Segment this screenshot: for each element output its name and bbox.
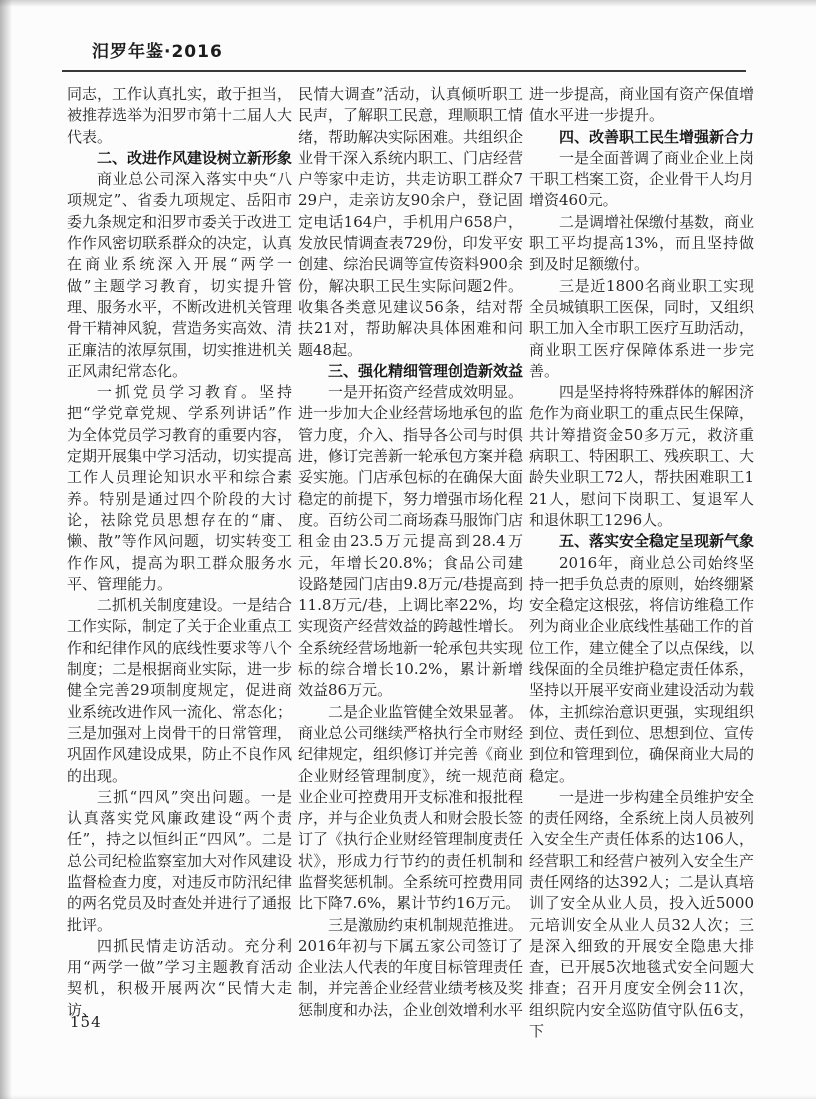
header-rule [62, 70, 746, 72]
running-head-title: 汨罗年鉴·2016 [92, 42, 223, 62]
section-heading: 二、改进作风建设树立新形象 [97, 148, 293, 167]
section-heading: 三、强化精细管理创造新效益 [328, 361, 524, 380]
scan-edge-left [0, 0, 12, 1099]
paragraph: 一是全面普调了商业企业上岗干职工档案工资，企业骨干人均月增资460元。 [529, 148, 755, 210]
paragraph: 一是进一步构建全员维护安全的责任网络，全系统上岗人员被列入安全生产责任体系的达106人，经营职工和经营户被列入安全生产责任网络的达392人；二是认真培训了安全从业人员，投入近5000元培训安全从业人员32人次；三是深入细致的开展安全隐患大排查，已开展5次地毯式安全问题大排查；召开月度安全例会11次，组织院内安全巡防值守队伍6支，下 [529, 787, 755, 1041]
paragraph: 三是激励约束机制规范推进。2016年初与下属五家公司签订了企业法人代表的年度目标管理责任制，并完善企业经营业绩考核及奖惩制度和办法，企业创效增利水平 [298, 915, 524, 1019]
paragraph: 一是开拓资产经营成效明显。进一步加大企业经营场地承包的监管力度，介入、指导各公司与时俱进，修订完善新一轮承包方案并稳妥实施。门店承包标的在确保大面稳定的前提下，努力增强市场化程度。百纺公司二商场森马服饰门店租金由23.5万元提高到28.4万元，年增长20.8%；食品公司建设路楚园门店由9.8万元/巷提高到11.8万元/巷，上调比率22%，均实现资产经营效益的跨越性增长。全系统经营场地新一轮承包共实现标的综合增长10.2%，累计新增效益86万元。 [298, 383, 524, 700]
paragraph: 三抓“四风”突出问题。一是认真落实党风廉政建设“两个责任”，持之以恒纠正“四风”。二是总公司纪检监察室加大对作风建设监督检查力度，对违反市防汛纪律的两名党员及时查处并进行了通报批评。 [67, 787, 293, 934]
paragraph: 二是企业监管健全效果显著。商业总公司继续严格执行全市财经纪律规定，组织修订并完善《商业企业财经管理制度》，统一规范商业企业可控费用开支标准和报批程序，并与企业负责人和财会股长签订了《执行企业财经管理制度责任状》，形成力行节约的责任机制和监督奖惩机制。全系统可控费用同比下降7.6%，累计节约16万元。 [298, 702, 524, 913]
paragraph: 一抓党员学习教育。坚持把“学党章党规、学系列讲话”作为全体党员学习教育的重要内容，定期开展集中学习活动，切实提高工作人员理论知识水平和综合素养。特别是通过四个阶段的大讨论，祛除党员思想存在的“庸、懒、散”等作风问题，切实转变工作作风，提高为职工群众服务水平、管理能力。 [67, 383, 293, 593]
text-column-3 [529, 84, 754, 1042]
scan-edge-bottom [0, 1095, 816, 1099]
paragraph: 民情大调查”活动，认真倾听职工民声，了解职工民意，理顺职工情绪，帮助解决实际困难。共组织企业骨干深入系统内职工、门店经营户等家中走访，共走访职工群众729户，走亲访友90余户，登记固定电话164户，手机用户658户，发放民情调查表729份，印发平安创建、综治民调等宣传资料900余份，解决职工民生实际问题2件。收集各类意见建议56条，结对帮扶21对，帮助解决具体困难和问题48起。 [298, 85, 524, 359]
paragraph: 二抓机关制度建设。一是结合工作实际，制定了关于企业重点工作和纪律作风的底线性要求等八个制度；二是根据商业实际，进一步健全完善29项制度规定，促进商业系统改进作风一流化、常态化；三是加强对上岗骨干的日常管理，巩固作风建设成果，防止不良作风的出现。 [67, 596, 293, 785]
paragraph: 商业总公司深入落实中央“八项规定”、省委九项规定、岳阳市委九条规定和汨罗市委关于改进工作作风密切联系群众的决定，认真在商业系统深入开展“两学一做”主题学习教育，切实提升管理、服务水平，不断改进机关管理骨干精神风貌，营造务实高效、清正廉洁的浓厚氛围，切实推进机关正风肃纪常态化。 [67, 170, 293, 380]
scan-edge-top [0, 0, 816, 7]
page-number: 154 [70, 1013, 102, 1031]
paragraph: 二是调增社保缴付基数，商业职工平均提高13%，而且坚持做到及时足额缴付。 [529, 212, 755, 274]
paragraph: 四抓民情走访活动。充分利用“两学一做”学习主题教育活动契机，积极开展两次“民情大走访、 [67, 936, 292, 1019]
paragraph: 三是近1800名商业职工实现全员城镇职工医保，同时，又组织职工加入全市职工医疗互助活动，商业职工医疗保障体系进一步完善。 [529, 276, 755, 380]
section-heading: 四、改善职工民生增强新合力 [559, 127, 755, 146]
paragraph: 同志，工作认真扎实，敢于担当，被推荐选举为汨罗市第十二届人大代表。 [67, 85, 293, 146]
text-column-2 [298, 84, 523, 1042]
text-columns [67, 84, 754, 1042]
paragraph: 四是坚持将特殊群体的解困济危作为商业职工的重点民生保障，共计筹措资金50多万元，救济重病职工、特困职工、残疾职工、大龄失业职工72人，帮扶困难职工121人，慰问下岗职工、复退军人和退休职工1296人。 [529, 383, 755, 529]
section-heading: 五、落实安全稳定呈现新气象 [559, 532, 755, 551]
paragraph: 进一步提高，商业国有资产保值增值水平进一步提升。 [529, 85, 755, 125]
text-column-1 [67, 84, 292, 1042]
paragraph: 2016年，商业总公司始终坚持一把手负总责的原则，始终绷紧安全稳定这根弦，将信访维稳工作列为商业企业底线性基础工作的首位工作，建立健全了以点保线，以线保面的全员维护稳定责任体系，坚持以开展平安商业建设活动为载体，主抓综治意识更强，实现组织到位、责任到位、思想到位、宣传到位和管理到位，确保商业大局的稳定。 [529, 553, 755, 785]
